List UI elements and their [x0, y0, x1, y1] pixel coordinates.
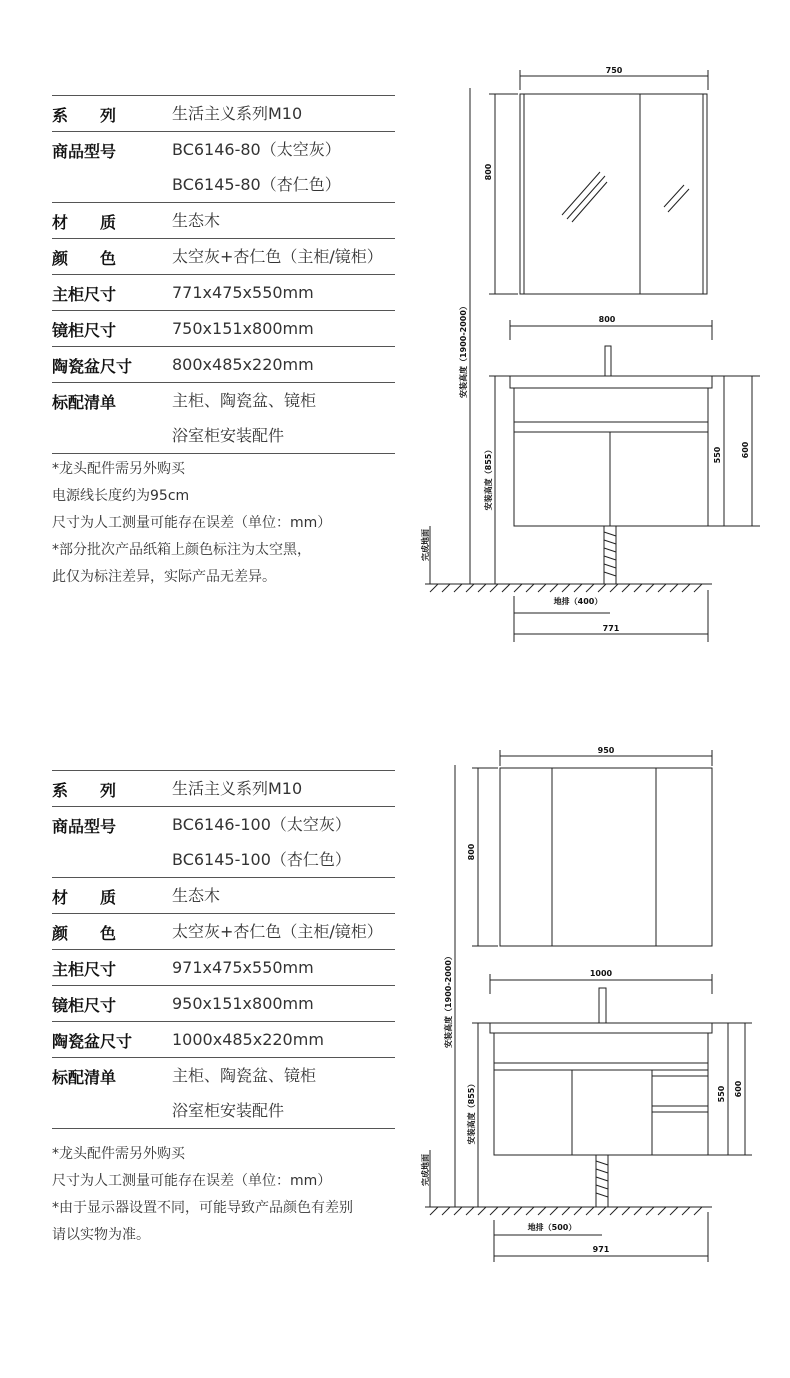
spec-value: BC6146-80（太空灰）: [172, 140, 341, 159]
spec-value: 800x485x220mm: [172, 355, 314, 374]
spec-value: 生活主义系列M10: [172, 779, 303, 798]
note-line: *部分批次产品纸箱上颜色标注为太空黑，: [52, 542, 311, 558]
note-line: *龙头配件需另外购买: [52, 1146, 185, 1162]
spec-value: 生活主义系列M10: [172, 104, 303, 123]
spec-label: 陶瓷盆尺寸: [52, 357, 133, 376]
spec-label: 镜柜尺寸: [52, 996, 117, 1015]
install-height-total-label: 安装高度（1900-2000）: [459, 302, 468, 398]
spec-value: 971x475x550mm: [172, 958, 314, 977]
spec-label: 标配清单: [52, 1068, 117, 1087]
cabinet-width-label: 971: [592, 1245, 610, 1254]
spec-value: 主柜、陶瓷盆、镜柜: [172, 391, 317, 410]
spec-value: 1000x485x220mm: [172, 1030, 324, 1049]
mirror-height-label: 800: [484, 163, 493, 181]
floor-drain-label: 地排（400）: [553, 597, 603, 606]
spec-label: 颜 色: [52, 249, 117, 268]
spec-value: 771x475x550mm: [172, 283, 314, 302]
spec-label: 标配清单: [52, 393, 117, 412]
cabinet-width-label: 771: [602, 624, 620, 633]
cabinet-height-inner-label: 550: [717, 1085, 726, 1103]
faucet: [599, 988, 606, 1023]
spec-value: 950x151x800mm: [172, 994, 314, 1013]
note-line: 尺寸为人工测量可能存在误差（单位：mm）: [52, 515, 332, 531]
mirror-width-label: 950: [597, 746, 615, 755]
spec-label: 系 列: [52, 781, 117, 800]
drain-pipe: [596, 1155, 608, 1207]
floor-hatch: [430, 1207, 702, 1215]
mirror-cabinet: [500, 768, 712, 946]
note-line: 此仅为标注差异，实际产品无差异。: [52, 569, 276, 585]
spec-value: 主柜、陶瓷盆、镜柜: [172, 1066, 317, 1085]
spec-value: 浴室柜安装配件: [172, 426, 285, 445]
floor-drain-label: 地排（500）: [527, 1223, 577, 1232]
cabinet-height-inner-label: 550: [713, 446, 722, 464]
spec-label: 材 质: [52, 888, 117, 907]
spec-label: 商品型号: [52, 142, 117, 161]
mirror-width-label: 750: [605, 66, 623, 75]
spec-label: 系 列: [52, 106, 117, 125]
cabinet-height-outer-label: 600: [734, 1080, 743, 1098]
spec-value: 生态木: [172, 211, 221, 230]
install-height-cabinet-label: 安装高度（855）: [467, 1079, 476, 1145]
spec-label: 镜柜尺寸: [52, 321, 117, 340]
spec-label: 陶瓷盆尺寸: [52, 1032, 133, 1051]
finished-floor-label: 完成地面: [421, 1154, 430, 1186]
main-cabinet: [494, 1033, 708, 1155]
spec-value: BC6145-100（杏仁色）: [172, 850, 351, 869]
install-height-total-label: 安装高度（1900-2000）: [444, 952, 453, 1048]
spec-value: 太空灰+杏仁色（主柜/镜柜）: [172, 247, 383, 266]
spec-label: 主柜尺寸: [52, 960, 117, 979]
spec-value: 太空灰+杏仁色（主柜/镜柜）: [172, 922, 383, 941]
basin: [490, 1023, 712, 1033]
note-line: 请以实物为准。: [52, 1227, 150, 1243]
install-height-cabinet-label: 安装高度（855）: [484, 445, 493, 511]
spec-value: 750x151x800mm: [172, 319, 314, 338]
spec-label: 主柜尺寸: [52, 285, 117, 304]
spec-label: 颜 色: [52, 924, 117, 943]
note-line: 尺寸为人工测量可能存在误差（单位：mm）: [52, 1173, 332, 1189]
spec-value: 生态木: [172, 886, 221, 905]
mirror-height-label: 800: [467, 843, 476, 861]
note-line: *龙头配件需另外购买: [52, 461, 185, 477]
spec-value: BC6145-80（杏仁色）: [172, 175, 341, 194]
spec-label: 商品型号: [52, 817, 117, 836]
spec-label: 材 质: [52, 213, 117, 232]
spec-value: 浴室柜安装配件: [172, 1101, 285, 1120]
note-line: 电源线长度约为95cm: [52, 488, 190, 504]
basin-width-label: 1000: [589, 969, 613, 978]
cabinet-height-outer-label: 600: [741, 441, 750, 459]
note-line: *由于显示器设置不同，可能导致产品颜色有差别: [52, 1200, 353, 1216]
basin-width-label: 800: [598, 315, 616, 324]
spec-value: BC6146-100（太空灰）: [172, 815, 351, 834]
finished-floor-label: 完成地面: [421, 529, 430, 561]
